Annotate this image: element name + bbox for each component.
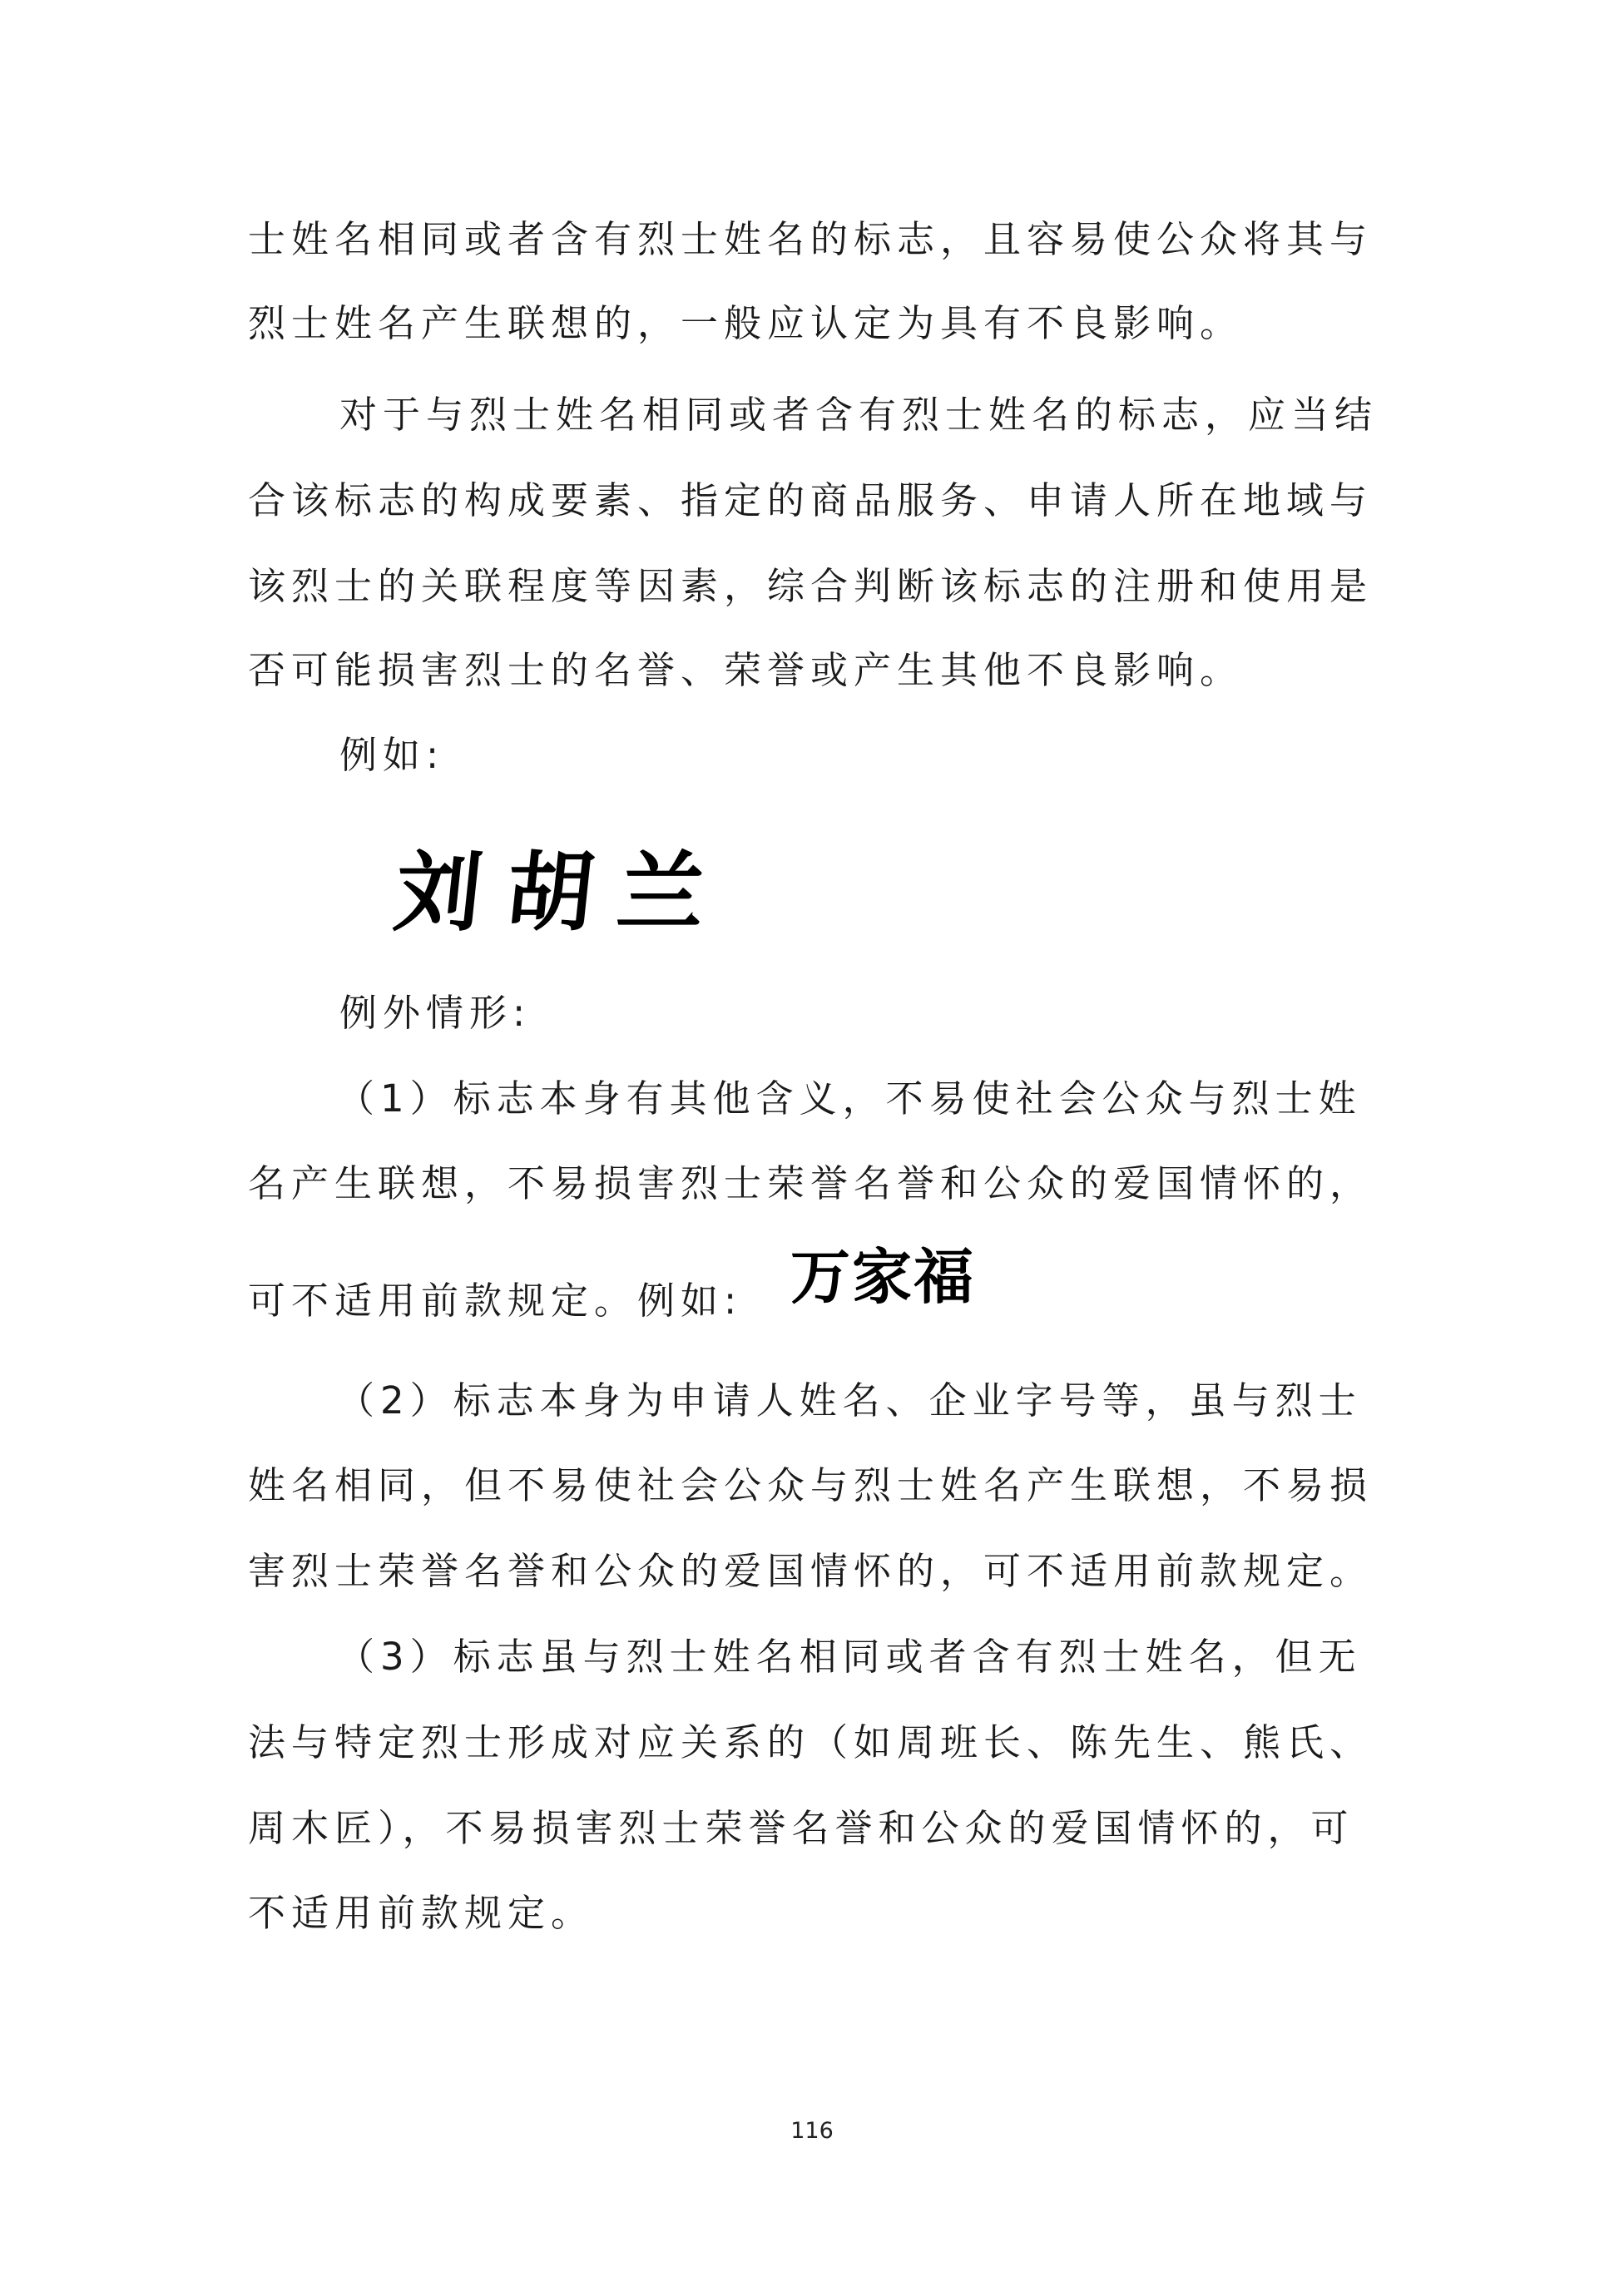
trademark-wanjiafu-logo: 万家福 xyxy=(790,1241,976,1312)
paragraph-line: 法与特定烈士形成对应关系的（如周班长、陈先生、熊氏、 xyxy=(248,1720,1374,1764)
trademark-liuhulan-logo: 刘胡兰 xyxy=(389,841,735,943)
paragraph-line: （3）标志虽与烈士姓名相同或者含有烈士姓名，但无 xyxy=(337,1635,1362,1679)
paragraph-line: 不适用前款规定。 xyxy=(248,1891,595,1935)
paragraph-line: 姓名相同，但不易使社会公众与烈士姓名产生联想，不易损 xyxy=(248,1463,1374,1507)
example-label: 例如: xyxy=(339,733,445,777)
paragraph-line: 对于与烈士姓名相同或者含有烈士姓名的标志，应当结 xyxy=(339,393,1379,437)
paragraph-line: 烈士姓名产生联想的，一般应认定为具有不良影响。 xyxy=(248,301,1244,345)
paragraph-line: 士姓名相同或者含有烈士姓名的标志，且容易使公众将其与 xyxy=(248,217,1374,261)
paragraph-line: 周木匠），不易损害烈士荣誉名誉和公众的爱国情怀的，可 xyxy=(248,1806,1354,1850)
page-number: 116 xyxy=(790,2118,834,2144)
paragraph-line: （1）标志本身有其他含义，不易使社会公众与烈士姓 xyxy=(337,1076,1362,1121)
paragraph-line: 否可能损害烈士的名誉、荣誉或产生其他不良影响。 xyxy=(248,648,1244,692)
paragraph-line: 合该标志的构成要素、指定的商品服务、申请人所在地域与 xyxy=(248,478,1374,522)
paragraph-line: 名产生联想，不易损害烈士荣誉名誉和公众的爱国情怀的， xyxy=(248,1161,1374,1205)
paragraph-line: 害烈士荣誉名誉和公众的爱国情怀的，可不适用前款规定。 xyxy=(248,1549,1374,1593)
paragraph-line: （2）标志本身为申请人姓名、企业字号等，虽与烈士 xyxy=(337,1378,1362,1423)
exception-label: 例外情形: xyxy=(339,991,532,1035)
paragraph-line: 可不适用前款规定。例如: xyxy=(248,1279,743,1323)
paragraph-line: 该烈士的关联程度等因素，综合判断该标志的注册和使用是 xyxy=(248,564,1374,608)
